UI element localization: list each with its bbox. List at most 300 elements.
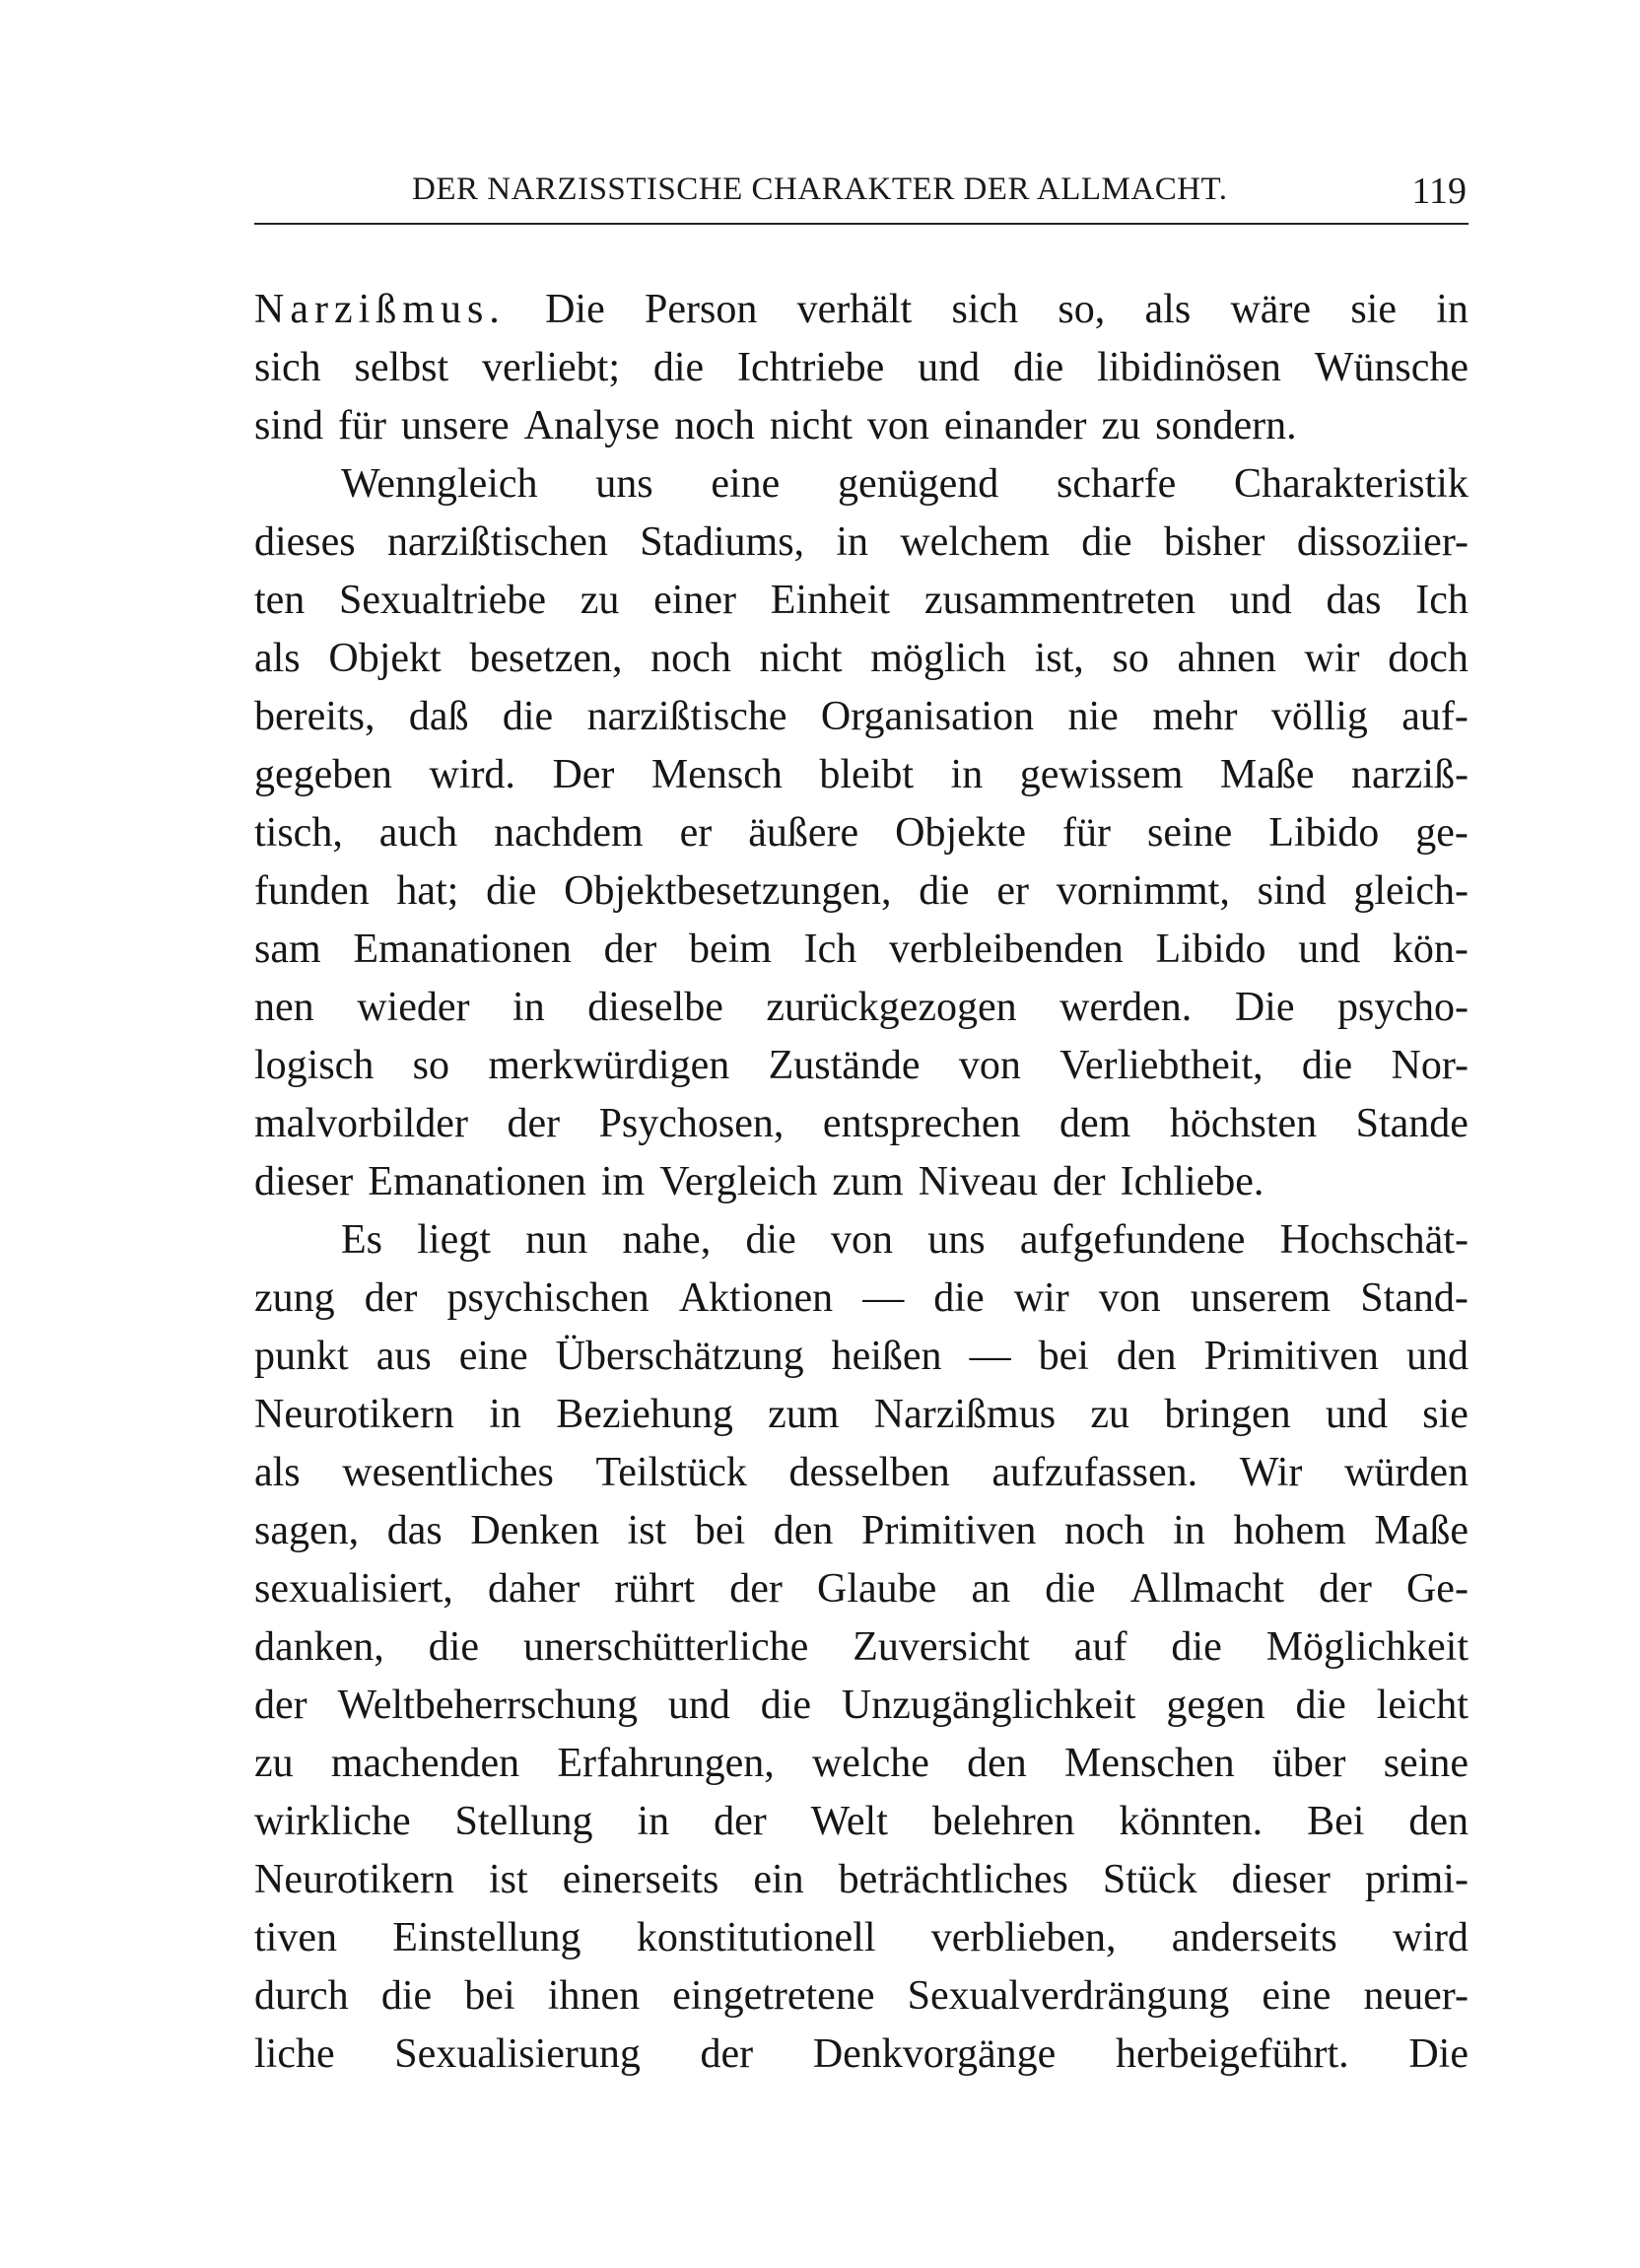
word: gleich- [1353, 868, 1469, 914]
word: nie [1067, 694, 1119, 739]
text-line [254, 1502, 1469, 1560]
word: anderseits [1171, 1915, 1337, 1960]
word: nicht [769, 403, 853, 448]
word: der [507, 1101, 561, 1146]
word: Aktionen [678, 1275, 834, 1321]
text-line [254, 397, 1469, 455]
word: besetzen, [469, 636, 623, 681]
word: Objekt [328, 636, 442, 681]
text-line [254, 1618, 1469, 1677]
word: unsere [401, 403, 510, 448]
word: der [364, 1275, 418, 1321]
word: zu [1101, 403, 1141, 448]
word: der [1053, 1159, 1106, 1204]
word: und [1405, 1334, 1469, 1379]
word: verbleibenden [888, 927, 1124, 972]
word: — [862, 1275, 905, 1321]
word: Mensch [650, 752, 783, 797]
word: Weltbeherrschung [337, 1683, 638, 1728]
word: Libido [1155, 927, 1266, 972]
word: wesentliches [342, 1450, 554, 1495]
word: und [667, 1683, 730, 1728]
word: wirkliche [254, 1799, 411, 1844]
word: Hochschät- [1279, 1217, 1469, 1263]
word: völlig [1270, 694, 1368, 739]
word: in [489, 1392, 521, 1437]
word: einerseits [562, 1857, 719, 1902]
word: würden [1344, 1450, 1469, 1495]
word: den [967, 1741, 1027, 1786]
word: könnten. [1119, 1799, 1264, 1844]
word: sind [1257, 868, 1327, 914]
word: über [1271, 1741, 1346, 1786]
word: die [760, 1683, 812, 1728]
word: das [386, 1508, 443, 1553]
word: wäre [1230, 287, 1312, 332]
word: funden [254, 868, 370, 914]
word: als [1144, 287, 1192, 332]
word: auf [1073, 1624, 1128, 1670]
word: in [1173, 1508, 1205, 1553]
text-line [254, 1211, 1469, 1270]
word: verhält [796, 287, 913, 332]
word: Denken [470, 1508, 599, 1553]
word: merkwürdigen [488, 1043, 730, 1088]
word: und [1325, 1392, 1388, 1437]
word: die [933, 1275, 985, 1321]
word: der [1319, 1566, 1372, 1612]
text-line [254, 979, 1469, 1037]
text-line [254, 1735, 1469, 1793]
text-line [254, 339, 1469, 397]
word: Psychosen, [598, 1101, 785, 1146]
text-line [254, 1270, 1469, 1328]
word: beim [688, 927, 772, 972]
word: Der [552, 752, 615, 797]
word: Primitiven [1203, 1334, 1379, 1379]
word: dieser [254, 1159, 354, 1204]
word: Neurotikern [254, 1392, 454, 1437]
word: Narzißmus. [254, 287, 506, 332]
word: aufzufassen. [991, 1450, 1198, 1495]
text-line [254, 921, 1469, 979]
word: äußere [748, 810, 859, 856]
word: zusammentreten [923, 578, 1196, 623]
word: dieses [254, 519, 356, 565]
word: bei [1038, 1334, 1089, 1379]
word: unserem [1190, 1275, 1332, 1321]
word: von [958, 1043, 1021, 1088]
word: ist [488, 1857, 528, 1902]
word: ein [753, 1857, 804, 1902]
word: wir [1013, 1275, 1069, 1321]
word: Neurotikern [254, 1857, 454, 1902]
word: Sexualisierung [394, 2031, 641, 2077]
word: die [1045, 1566, 1096, 1612]
word: sich [254, 345, 321, 390]
word: und [1229, 578, 1292, 623]
header-rule [254, 223, 1469, 225]
word: punkt [254, 1334, 349, 1379]
word: mehr [1152, 694, 1238, 739]
word: bringen [1164, 1392, 1291, 1437]
text-line [254, 455, 1469, 514]
word: Erfahrungen, [557, 1741, 775, 1786]
word: Objektbesetzungen, [564, 868, 892, 914]
text-line [254, 746, 1469, 804]
word: Verliebtheit, [1059, 1043, 1264, 1088]
text-line [254, 572, 1469, 630]
word: liegt [417, 1217, 491, 1263]
word: Einheit [770, 578, 891, 623]
word: Ich [803, 927, 857, 972]
word: wir [1304, 636, 1360, 681]
word: narzißtischen [386, 519, 608, 565]
word: zurückgezogen [766, 985, 1017, 1030]
word: so [412, 1043, 449, 1088]
word: Überschätzung [555, 1334, 804, 1379]
word: die [1171, 1624, 1222, 1670]
word: sam [254, 927, 321, 972]
word: Stande [1355, 1101, 1469, 1146]
word: Unzugänglichkeit [841, 1683, 1136, 1728]
word: die [486, 868, 537, 914]
word: so, [1058, 287, 1106, 332]
word: die [428, 1624, 480, 1670]
word: Menschen [1064, 1741, 1235, 1786]
word: uns [595, 461, 653, 507]
word: sagen, [254, 1508, 360, 1553]
word: Wünsche [1314, 345, 1469, 390]
word: er [996, 868, 1029, 914]
word: sondern. [1155, 403, 1297, 448]
word: noch [1063, 1508, 1145, 1553]
text-line [254, 1153, 1469, 1211]
word: die [745, 1217, 796, 1263]
word: Narzißmus [873, 1392, 1057, 1437]
word: die [1013, 345, 1064, 390]
word: sexualisiert, [254, 1566, 453, 1612]
text-line [254, 1677, 1469, 1735]
word: welchem [900, 519, 1050, 565]
word: Maße [1219, 752, 1315, 797]
word: nachdem [494, 810, 644, 856]
text-line [254, 1793, 1469, 1851]
word: Organisation [820, 694, 1035, 739]
word: der [729, 1566, 783, 1612]
word: bei [464, 1973, 515, 2019]
word: von [831, 1217, 894, 1263]
word: der [603, 927, 657, 972]
word: Libido [1268, 810, 1380, 856]
word: als [254, 1450, 301, 1495]
word: daher [487, 1566, 581, 1612]
word: nun [525, 1217, 588, 1263]
word: hat; [396, 868, 459, 914]
word: malvorbilder [254, 1101, 468, 1146]
word: die [652, 345, 705, 390]
word: verblieben, [930, 1915, 1117, 1960]
text-line [254, 1444, 1469, 1502]
word: Stück [1102, 1857, 1197, 1902]
word: tiven [254, 1915, 337, 1960]
word: Denkvorgänge [812, 2031, 1057, 2077]
word: der [254, 1683, 308, 1728]
text-line [254, 281, 1469, 339]
word: dem [1059, 1101, 1131, 1146]
word: zum [832, 1159, 904, 1204]
word: im [600, 1159, 646, 1204]
word: sie [1422, 1392, 1469, 1437]
word: vornimmt, [1056, 868, 1230, 914]
word: uns [927, 1217, 986, 1263]
word: Sexualtriebe [339, 578, 546, 623]
word: in [512, 985, 545, 1030]
word: konstitutionell [636, 1915, 876, 1960]
word: Die [1234, 985, 1295, 1030]
word: desselben [788, 1450, 950, 1495]
word: scharfe [1057, 461, 1177, 507]
word: Emanationen [353, 927, 572, 972]
word: psycho- [1337, 985, 1469, 1030]
word: neuer- [1363, 1973, 1469, 2019]
word: seine [1383, 1741, 1469, 1786]
word: eine [711, 461, 781, 507]
word: sind [254, 403, 324, 448]
word: belehren [931, 1799, 1075, 1844]
word: zu [580, 578, 620, 623]
word: den [1408, 1799, 1469, 1844]
word: machenden [330, 1741, 520, 1786]
word: und [1298, 927, 1361, 972]
text-line [254, 1095, 1469, 1153]
word: daß [408, 694, 469, 739]
word: die [919, 868, 970, 914]
word: danken, [254, 1624, 384, 1670]
word: durch [254, 1973, 349, 2019]
word: Es [341, 1217, 382, 1263]
word: in [950, 752, 984, 797]
word: Die [1408, 2031, 1469, 2077]
word: psychischen [446, 1275, 649, 1321]
text-line [254, 862, 1469, 921]
word: zu [254, 1741, 294, 1786]
text-line [254, 1037, 1469, 1095]
word: narzißtische [586, 694, 787, 739]
word: werden. [1059, 985, 1193, 1030]
text-line [254, 514, 1469, 572]
word: Die [545, 287, 605, 332]
word: Ich [1415, 578, 1469, 623]
word: leicht [1376, 1683, 1469, 1728]
word: auf- [1401, 694, 1469, 739]
word: beträchtliches [838, 1857, 1068, 1902]
word: Einstellung [392, 1915, 581, 1960]
word: zu [1090, 1392, 1130, 1437]
word: zung [254, 1275, 335, 1321]
word: wird. [429, 752, 515, 797]
word: entsprechen [822, 1101, 1021, 1146]
word: Analyse [523, 403, 660, 448]
word: für [1062, 810, 1112, 856]
word: Allmacht [1129, 1566, 1285, 1612]
word: verliebt; [482, 345, 620, 390]
word: den [773, 1508, 834, 1553]
word: bereits, [254, 694, 376, 739]
word: nen [254, 985, 314, 1030]
word: Teilstück [595, 1450, 747, 1495]
word: aufgefundene [1019, 1217, 1246, 1263]
word: liche [254, 2031, 335, 2077]
word: möglich [870, 636, 1006, 681]
word: genügend [838, 461, 999, 507]
word: primi- [1364, 1857, 1469, 1902]
word: der [700, 2031, 754, 2077]
word: auch [378, 810, 458, 856]
word: dieser [1231, 1857, 1331, 1902]
word: doch [1388, 636, 1469, 681]
word: Zustände [768, 1043, 921, 1088]
word: aus [376, 1334, 432, 1379]
word: bisher [1163, 519, 1265, 565]
word: rührt [614, 1566, 696, 1612]
text-line [254, 1851, 1469, 1909]
text-line [254, 630, 1469, 688]
word: ihnen [547, 1973, 641, 2019]
word: noch [650, 636, 731, 681]
word: — [969, 1334, 1011, 1379]
word: Stellung [454, 1799, 593, 1844]
word: er [679, 810, 713, 856]
word: Möglichkeit [1265, 1624, 1469, 1670]
word: nicht [759, 636, 843, 681]
word: ist, [1034, 636, 1084, 681]
word: gegen [1166, 1683, 1265, 1728]
word: Maße [1374, 1508, 1469, 1553]
word: Nor- [1391, 1043, 1469, 1088]
word: für [338, 403, 386, 448]
word: an [971, 1566, 1011, 1612]
word: tisch, [254, 810, 343, 856]
word: gegeben [254, 752, 392, 797]
word: dissoziier- [1296, 519, 1469, 565]
word: einander [943, 403, 1087, 448]
word: Primitiven [860, 1508, 1037, 1553]
word: ge- [1415, 810, 1469, 856]
text-line [254, 1560, 1469, 1618]
body-text [254, 281, 1469, 2084]
word: das [1326, 578, 1382, 623]
text-line [254, 804, 1469, 862]
word: wird [1392, 1915, 1469, 1960]
word: Wir [1239, 1450, 1303, 1495]
word: Charakteristik [1234, 461, 1469, 507]
word: einer [653, 578, 737, 623]
text-line [254, 2026, 1469, 2084]
text-line [254, 688, 1469, 746]
word: Glaube [816, 1566, 937, 1612]
word: eine [1262, 1973, 1332, 2019]
word: Zuversicht [853, 1624, 1030, 1670]
word: narziß- [1351, 752, 1469, 797]
word: Emanationen [368, 1159, 586, 1204]
word: Niveau [918, 1159, 1039, 1204]
word: welche [811, 1741, 929, 1786]
word: Bei [1307, 1799, 1365, 1844]
word: Welt [810, 1799, 888, 1844]
text-line [254, 1967, 1469, 2026]
running-title: DER NARZISSTISCHE CHARAKTER DER ALLMACHT. [412, 172, 1228, 207]
word: als [254, 636, 301, 681]
word: wieder [357, 985, 470, 1030]
word: Ichtriebe [737, 345, 885, 390]
word: in [1436, 287, 1469, 332]
word: nahe, [622, 1217, 712, 1263]
word: Stand- [1360, 1275, 1469, 1321]
word: herbeigeführt. [1115, 2031, 1349, 2077]
running-header [254, 166, 1467, 215]
word: gewissem [1019, 752, 1184, 797]
word: den [1116, 1334, 1177, 1379]
word: selbst [354, 345, 449, 390]
word: sich [951, 287, 1019, 332]
word: Person [644, 287, 758, 332]
word: Wenngleich [341, 461, 538, 507]
word: logisch [254, 1043, 375, 1088]
word: höchsten [1169, 1101, 1318, 1146]
word: bei [694, 1508, 746, 1553]
word: noch [674, 403, 755, 448]
word: Vergleich [659, 1159, 818, 1204]
word: die [1295, 1683, 1346, 1728]
word: in [836, 519, 869, 565]
word: dieselbe [587, 985, 723, 1030]
word: hohem [1233, 1508, 1346, 1553]
page-number: 119 [1411, 171, 1467, 212]
word: kön- [1392, 927, 1469, 972]
word: Ge- [1405, 1566, 1469, 1612]
word: ten [254, 578, 306, 623]
word: die [380, 1973, 433, 2019]
word: Objekte [895, 810, 1027, 856]
word: von [866, 403, 929, 448]
word: von [1098, 1275, 1161, 1321]
word: eine [458, 1334, 528, 1379]
word: Sexualverdrängung [907, 1973, 1230, 2019]
word: unerschütterliche [523, 1624, 809, 1670]
word: Ichliebe. [1120, 1159, 1264, 1204]
word: ahnen [1177, 636, 1276, 681]
word: der [714, 1799, 767, 1844]
text-line [254, 1328, 1469, 1386]
word: in [637, 1799, 670, 1844]
word: sie [1350, 287, 1397, 332]
word: heißen [831, 1334, 942, 1379]
word: so [1112, 636, 1149, 681]
text-line [254, 1909, 1469, 1967]
text-line [254, 1386, 1469, 1444]
word: Stadiums, [640, 519, 805, 565]
word: die [502, 694, 554, 739]
word: und [918, 345, 981, 390]
word: die [1081, 519, 1132, 565]
word: eingetretene [672, 1973, 875, 2019]
word: Beziehung [556, 1392, 733, 1437]
word: zum [768, 1392, 840, 1437]
word: die [1301, 1043, 1353, 1088]
word: libidinösen [1097, 345, 1281, 390]
word: ist [627, 1508, 667, 1553]
